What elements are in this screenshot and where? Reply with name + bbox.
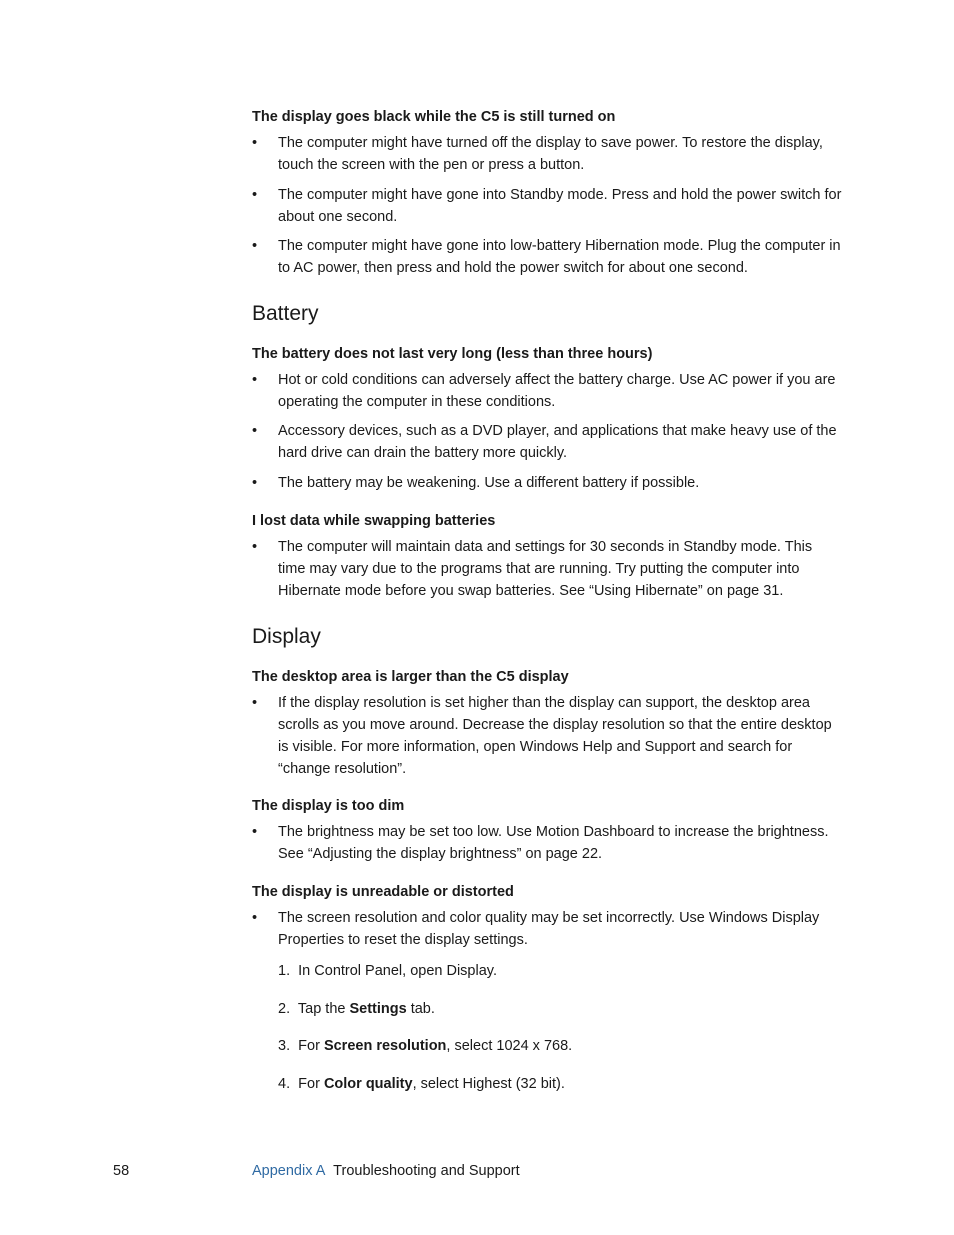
list-item	[252, 132, 842, 176]
heading-battery-short-life: The battery does not last very long (less than three hours)	[252, 346, 653, 362]
bullet-text: If the display resolution is set higher than the display can support, the desktop area scrolls as you move around. Decrease the display resolution so that the entire desktop is visible. For more information, open Windows Help and Support and search for “change resolution”.	[278, 695, 832, 777]
step-text: For	[298, 1076, 324, 1092]
heading-larger-area: The desktop area is larger than the C5 display	[252, 669, 569, 685]
bullet-icon: •	[252, 824, 258, 840]
section-title-battery: Battery	[252, 302, 319, 325]
bullet-icon: •	[252, 423, 258, 439]
step-text: In Control Panel, open Display.	[298, 963, 497, 979]
heading-lost-data: I lost data while swapping batteries	[252, 513, 496, 529]
heading-unreadable: The display is unreadable or distorted	[252, 884, 514, 900]
bullet-text: Accessory devices, such as a DVD player, and applications that make heavy use of the hard drive can drain the battery more quickly.	[278, 423, 837, 461]
bullet-text: The battery may be weakening. Use a different battery if possible.	[278, 475, 700, 491]
heading-too-dim: The display is too dim	[252, 798, 405, 814]
bullet-icon: •	[252, 135, 258, 151]
step-text: For	[298, 1038, 324, 1054]
bullet-text: The brightness may be set too low. Use Motion Dashboard to increase the brightness. See “Adjusting the display brightness” on page 22.	[278, 824, 829, 862]
step-number: 1.	[278, 963, 291, 979]
list-item	[252, 472, 842, 494]
bullet-text: The screen resolution and color quality may be set incorrectly. Use Windows Display Properties to reset the display settings.	[278, 910, 820, 948]
step-bold: Color quality	[323, 1076, 413, 1092]
step-number: 2.	[278, 1001, 291, 1017]
footer-running-head	[252, 1161, 520, 1181]
list-item	[252, 692, 842, 780]
list-item	[252, 907, 842, 951]
step-number: 3.	[278, 1038, 291, 1054]
bullet-text: The computer might have gone into low-battery Hibernation mode. Plug the computer in to AC power, then press and hold the power switch for about one second.	[278, 238, 841, 276]
bullet-text: The computer will maintain data and settings for 30 seconds in Standby mode. This time may vary due to the programs that are running. Try putting the computer into Hibernate mode before you swap batteries. See “Using Hibernate” on page 31.	[278, 539, 813, 599]
bullet-icon: •	[252, 910, 258, 926]
step-number: 4.	[278, 1076, 291, 1092]
step-bold: Screen resolution	[323, 1038, 447, 1054]
step-item	[278, 1035, 572, 1057]
list-item	[252, 184, 842, 228]
step-text: Tap the	[297, 1001, 350, 1017]
step-item	[278, 998, 435, 1020]
step-text-end: tab.	[406, 1001, 435, 1017]
step-text-end: , select Highest (32 bit).	[412, 1076, 565, 1092]
step-item	[278, 1073, 565, 1095]
chapter-title: Troubleshooting and Support	[333, 1163, 520, 1179]
bullet-text: Hot or cold conditions can adversely affect the battery charge. Use AC power if you are operating the computer in these conditions.	[278, 372, 836, 410]
list-item	[252, 420, 842, 464]
bullet-icon: •	[252, 695, 258, 711]
bullet-icon: •	[252, 187, 258, 203]
step-item	[278, 960, 497, 982]
section-title-display: Display	[252, 625, 321, 648]
step-bold: Settings	[349, 1001, 407, 1017]
appendix-label: Appendix A	[252, 1163, 326, 1179]
bullet-icon: •	[252, 539, 258, 555]
bullet-icon: •	[252, 372, 258, 388]
list-item	[252, 369, 842, 413]
bullet-text: The computer might have turned off the display to save power. To restore the display, touch the screen with the pen or press a button.	[278, 135, 823, 173]
heading-display-black: The display goes black while the C5 is still turned on	[252, 109, 616, 125]
list-item	[252, 536, 842, 602]
list-item	[252, 821, 842, 865]
bullet-text: The computer might have gone into Standby mode. Press and hold the power switch for about one second.	[278, 187, 842, 225]
bullet-icon: •	[252, 238, 258, 254]
bullet-icon: •	[252, 475, 258, 491]
step-text-end: , select 1024 x 768.	[446, 1038, 573, 1054]
page-number: 58	[113, 1163, 130, 1179]
list-item	[252, 235, 842, 279]
